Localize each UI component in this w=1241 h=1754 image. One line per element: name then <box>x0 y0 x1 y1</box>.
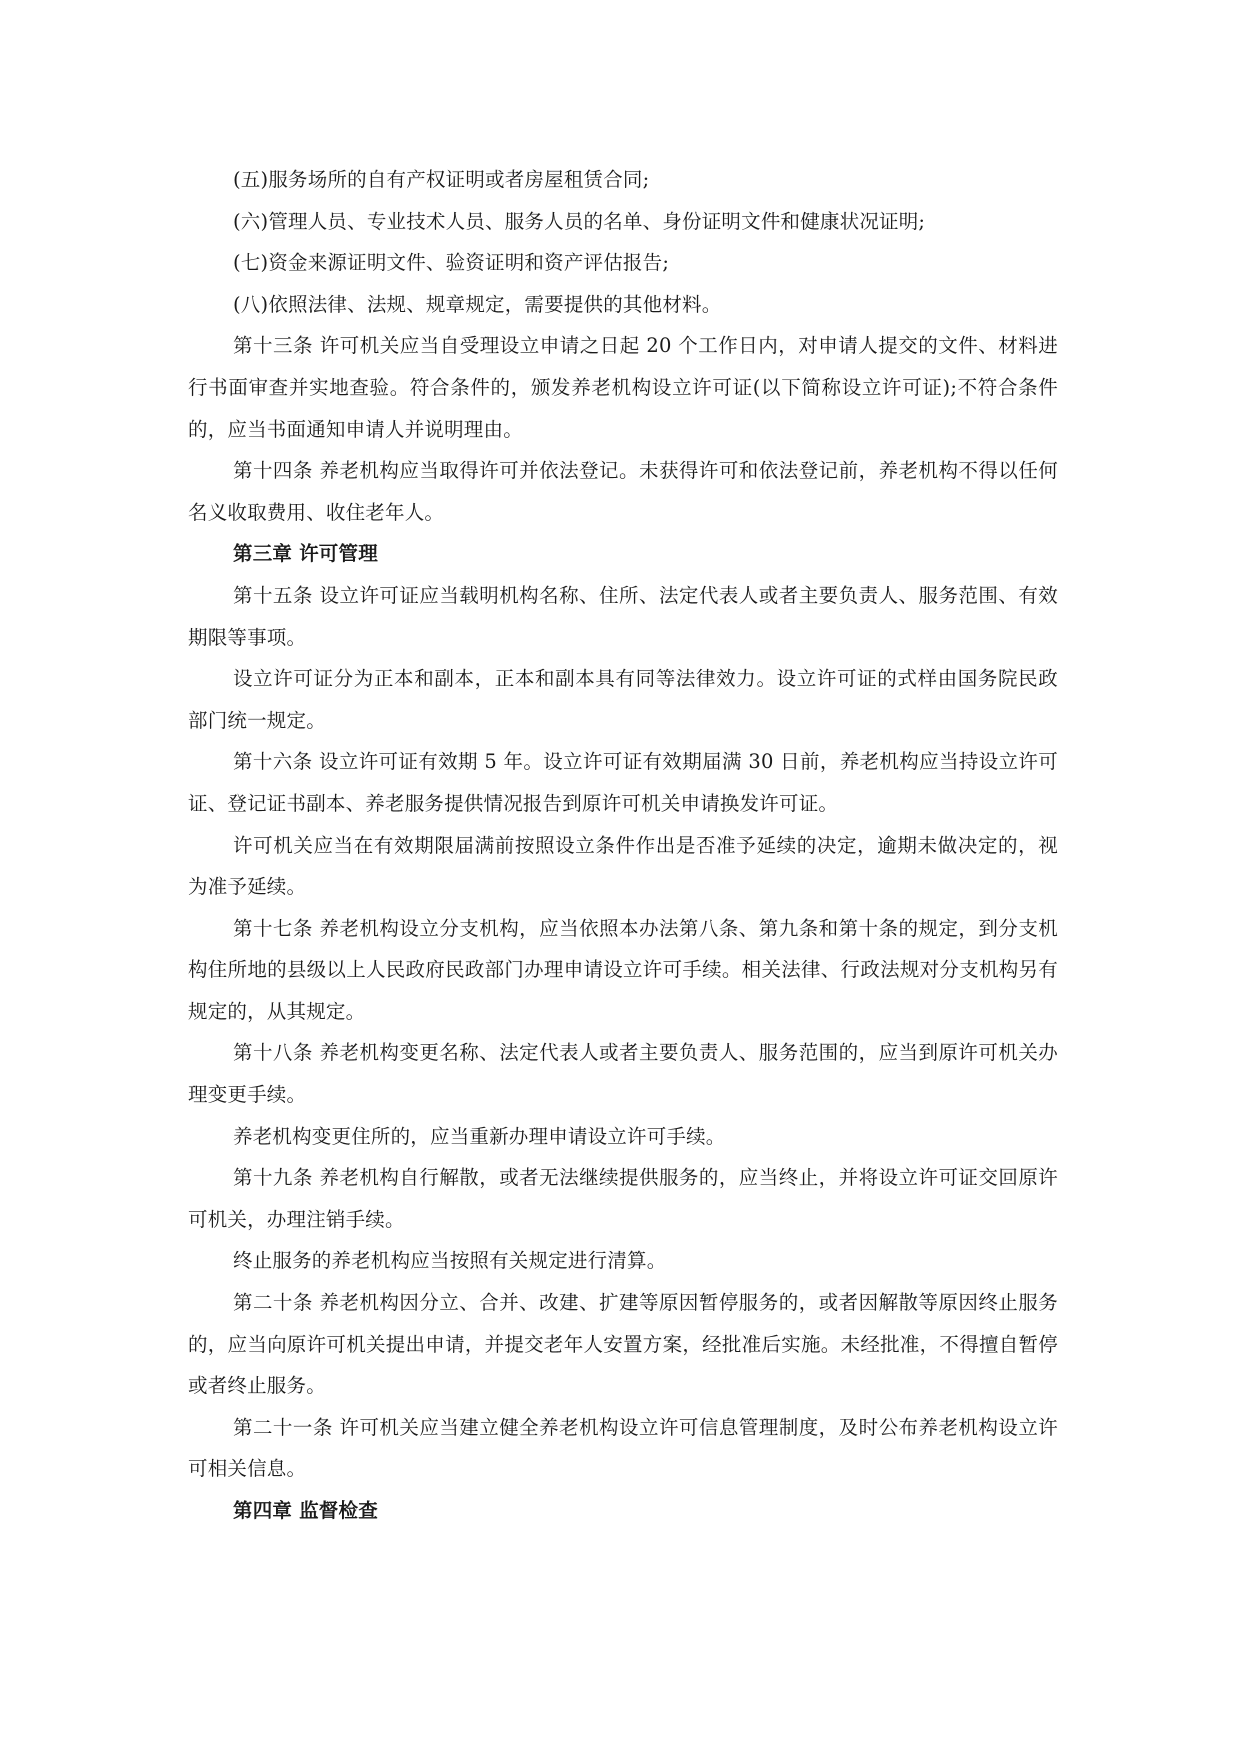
article-18-paragraph-2: 养老机构变更住所的，应当重新办理申请设立许可手续。 <box>233 1124 726 1148</box>
article-20: 第二十条 养老机构因分立、合并、改建、扩建等原因暂停服务的，或者因解散等原因终止服务的，应当向原许可机关提出申请，并提交老年人安置方案，经批准后实施。未经批准，不得擅自暂停或者终止服务。 <box>188 1291 1058 1398</box>
article-19-paragraph-2: 终止服务的养老机构应当按照有关规定进行清算。 <box>233 1249 667 1273</box>
list-item-6: (六)管理人员、专业技术人员、服务人员的名单、身份证明文件和健康状况证明; <box>233 209 926 233</box>
article-15-paragraph-2: 设立许可证分为正本和副本，正本和副本具有同等法律效力。设立许可证的式样由国务院民政部门统一规定。 <box>188 667 1058 732</box>
article-21: 第二十一条 许可机关应当建立健全养老机构设立许可信息管理制度，及时公布养老机构设立许可相关信息。 <box>188 1415 1058 1481</box>
article-15: 第十五条 设立许可证应当载明机构名称、住所、法定代表人或者主要负责人、服务范围、有效期限等事项。 <box>188 583 1058 649</box>
article-14: 第十四条 养老机构应当取得许可并依法登记。未获得许可和依法登记前，养老机构不得以任何名义收取费用、收住老年人。 <box>188 459 1058 524</box>
list-item-7: (七)资金来源证明文件、验资证明和资产评估报告; <box>233 251 670 275</box>
chapter-3-heading: 第三章 许可管理 <box>233 542 378 566</box>
list-item-5: (五)服务场所的自有产权证明或者房屋租赁合同; <box>233 168 650 191</box>
document-page <box>188 159 1058 1532</box>
article-16-paragraph-2: 许可机关应当在有效期限届满前按照设立条件作出是否准予延续的决定，逾期未做决定的，视为准予延续。 <box>188 833 1058 899</box>
article-18: 第十八条 养老机构变更名称、法定代表人或者主要负责人、服务范围的，应当到原许可机关办理变更手续。 <box>188 1041 1058 1107</box>
article-16: 第十六条 设立许可证有效期 5 年。设立许可证有效期届满 30 日前，养老机构应当持设立许可证、登记证书副本、养老服务提供情况报告到原许可机关申请换发许可证。 <box>188 750 1058 815</box>
chapter-4-heading: 第四章 监督检查 <box>233 1499 378 1522</box>
article-19: 第十九条 养老机构自行解散，或者无法继续提供服务的，应当终止，并将设立许可证交回原许可机关，办理注销手续。 <box>188 1166 1058 1231</box>
article-17: 第十七条 养老机构设立分支机构，应当依照本办法第八条、第九条和第十条的规定，到分支机构住所地的县级以上人民政府民政部门办理申请设立许可手续。相关法律、行政法规对分支机构另有规定的，从其规定。 <box>188 916 1058 1023</box>
list-item-8: (八)依照法律、法规、规章规定，需要提供的其他材料。 <box>233 292 722 316</box>
article-13: 第十三条 许可机关应当自受理设立申请之日起 20 个工作日内，对申请人提交的文件、材料进行书面审查并实地查验。符合条件的，颁发养老机构设立许可证(以下简称设立许可证);不符合条件的，应当书面通知申请人并说明理由。 <box>188 334 1058 441</box>
